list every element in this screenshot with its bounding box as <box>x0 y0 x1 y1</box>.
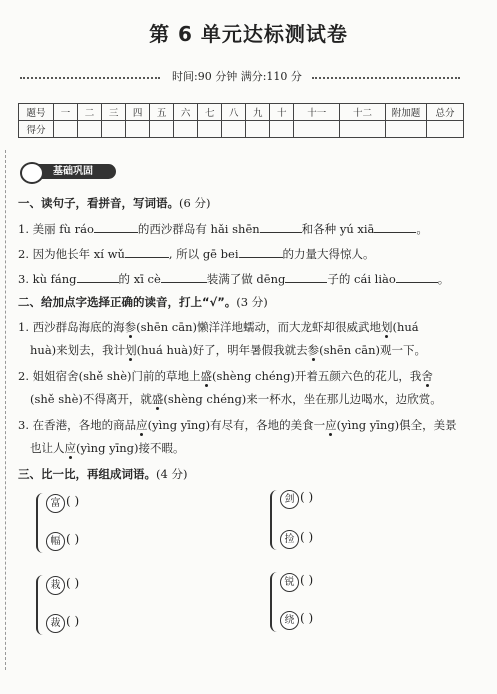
q2-line-2 <box>30 342 426 358</box>
text: 子的 cái liào <box>327 272 396 286</box>
exam-meta: 时间:90 分钟 满分:110 分 <box>172 70 302 83</box>
answer-blank[interactable] <box>161 270 207 283</box>
text[interactable]: (shēn cān)观一下。 <box>319 343 426 357</box>
text: 1. 美丽 fù ráo <box>18 222 94 236</box>
question-2-heading <box>18 294 268 310</box>
answer-blank[interactable] <box>260 220 302 233</box>
char-circle: 栽 <box>46 576 65 595</box>
question-3-heading <box>18 466 187 482</box>
score-input-cell[interactable] <box>340 121 386 138</box>
score-input-cell[interactable] <box>198 121 222 138</box>
banner-label: 基础巩固 <box>30 164 116 179</box>
table-cell: 一 <box>54 104 78 121</box>
q1-line-1 <box>18 220 428 237</box>
score-header-row <box>19 104 464 121</box>
q1-line-2 <box>18 245 375 262</box>
dotted-char: 参 <box>124 320 137 334</box>
answer-paren[interactable]: ( ) <box>66 532 80 546</box>
table-cell: 四 <box>126 104 150 121</box>
answer-paren[interactable]: ( ) <box>66 494 80 508</box>
text: 和各种 yú xiā <box>301 222 375 236</box>
text: 3. kù fáng <box>18 272 77 286</box>
q2-line-5 <box>18 417 457 433</box>
q2-line-4 <box>30 391 442 407</box>
text[interactable]: (shě shè)不得离开，就 <box>30 392 152 406</box>
section-banner <box>18 162 128 182</box>
answer-blank[interactable] <box>77 270 119 283</box>
text: 的 xī cè <box>118 272 161 286</box>
text[interactable]: huà)来划去，我计 <box>30 343 126 357</box>
text[interactable]: (yìng yīng)有尽有，各地的美食一 <box>147 418 326 432</box>
heading-score: (3 分) <box>236 295 268 309</box>
binding-line <box>5 150 6 670</box>
table-cell: 附加题 <box>386 104 427 121</box>
answer-paren[interactable]: ( ) <box>300 530 314 544</box>
table-cell: 总分 <box>427 104 464 121</box>
text[interactable]: (shēn cān)懒洋洋地蠕动，而大龙虾却很威武地 <box>136 320 381 334</box>
dotted-char: 盛 <box>200 369 212 383</box>
score-input-cell[interactable] <box>102 121 126 138</box>
answer-blank[interactable] <box>239 245 283 258</box>
text: 2. 因为他长年 xí wǔ <box>18 247 125 261</box>
answer-paren[interactable]: ( ) <box>66 576 80 590</box>
text[interactable]: (yìng yīng)接不暇。 <box>76 441 185 455</box>
divider-right <box>312 77 460 79</box>
q2-line-6 <box>30 440 185 456</box>
answer-blank[interactable] <box>396 270 438 283</box>
dotted-char: 划 <box>125 343 137 357</box>
table-cell: 得分 <box>19 121 54 138</box>
table-cell: 七 <box>198 104 222 121</box>
dotted-char: 应 <box>325 418 337 432</box>
answer-blank[interactable] <box>374 220 416 233</box>
table-cell: 五 <box>150 104 174 121</box>
text: 3. 在香港，各地的商品 <box>18 418 137 432</box>
dotted-char: 划 <box>381 320 393 334</box>
score-input-cell[interactable] <box>427 121 464 138</box>
dotted-char: 参 <box>307 343 320 357</box>
text[interactable]: (shèng chéng)开着五颜六色的花儿，我 <box>211 369 422 383</box>
dotted-char: 应 <box>64 441 76 455</box>
page-title: 第 6 单元达标测试卷 <box>149 22 348 46</box>
score-input-cell[interactable] <box>294 121 340 138</box>
text[interactable]: (huá huà)好了，明年暑假我就去 <box>136 343 308 357</box>
q2-line-1 <box>18 319 419 335</box>
score-input-cell[interactable] <box>78 121 102 138</box>
score-value-row <box>19 121 464 138</box>
text: 。 <box>437 272 450 286</box>
table-cell: 十二 <box>340 104 386 121</box>
char-circle: 捡 <box>280 530 299 549</box>
text: , 所以 gē bei <box>168 247 239 261</box>
score-input-cell[interactable] <box>150 121 174 138</box>
char-circle: 锐 <box>280 573 299 592</box>
score-input-cell[interactable] <box>386 121 427 138</box>
answer-paren[interactable]: ( ) <box>300 490 314 504</box>
dotted-char: 盛 <box>151 392 164 406</box>
book-icon <box>20 162 44 184</box>
score-input-cell[interactable] <box>126 121 150 138</box>
heading-text: 二、给加点字选择正确的读音，打上“√”。 <box>18 295 237 309</box>
text: 1. 西沙群岛海底的海 <box>18 320 125 334</box>
text: 。 <box>416 222 428 236</box>
table-cell: 二 <box>78 104 102 121</box>
answer-blank[interactable] <box>125 245 169 258</box>
table-cell: 六 <box>174 104 198 121</box>
answer-paren[interactable]: ( ) <box>300 573 314 587</box>
dotted-char: 舍 <box>421 369 433 383</box>
text: 也让人 <box>30 441 65 455</box>
heading-text: 一、读句子，看拼音，写词语。 <box>18 196 179 210</box>
answer-paren[interactable]: ( ) <box>300 611 314 625</box>
answer-blank[interactable] <box>285 270 327 283</box>
text[interactable]: (huá <box>392 320 419 334</box>
answer-blank[interactable] <box>94 220 138 233</box>
table-cell: 十一 <box>294 104 340 121</box>
q2-line-3 <box>18 368 433 384</box>
table-cell: 题号 <box>19 104 54 121</box>
score-table <box>18 103 464 138</box>
table-cell: 八 <box>222 104 246 121</box>
table-cell: 十 <box>270 104 294 121</box>
table-cell: 九 <box>246 104 270 121</box>
char-circle: 幅 <box>46 532 65 551</box>
divider-left <box>20 77 160 79</box>
score-input-cell[interactable] <box>54 121 78 138</box>
q1-line-3 <box>18 270 449 287</box>
char-circle: 剑 <box>280 490 299 509</box>
question-1-heading <box>18 195 210 211</box>
text: 的西沙群岛有 hǎi shēn <box>137 222 260 236</box>
heading-text: 三、比一比，再组成词语。 <box>18 467 156 481</box>
score-input-cell[interactable] <box>246 121 270 138</box>
table-cell: 三 <box>102 104 126 121</box>
score-input-cell[interactable] <box>222 121 246 138</box>
char-circle: 绕 <box>280 611 299 630</box>
text[interactable]: 2. 姐姐宿舍(shě shè)门前的草地上 <box>18 369 201 383</box>
heading-score: (6 分) <box>179 196 211 210</box>
dotted-char: 应 <box>136 418 148 432</box>
char-circle: 富 <box>46 494 65 513</box>
text[interactable]: (shèng chéng)来一杯水，坐在那儿边喝水，边欣赏。 <box>163 392 442 406</box>
text[interactable]: (yìng yīng)俱全，美景 <box>336 418 457 432</box>
char-circle: 裁 <box>46 614 65 633</box>
score-input-cell[interactable] <box>270 121 294 138</box>
text: 的力量大得惊人。 <box>282 247 375 261</box>
heading-score: (4 分) <box>156 467 188 481</box>
answer-paren[interactable]: ( ) <box>66 614 80 628</box>
text: 装满了做 dēng <box>206 272 286 286</box>
score-input-cell[interactable] <box>174 121 198 138</box>
